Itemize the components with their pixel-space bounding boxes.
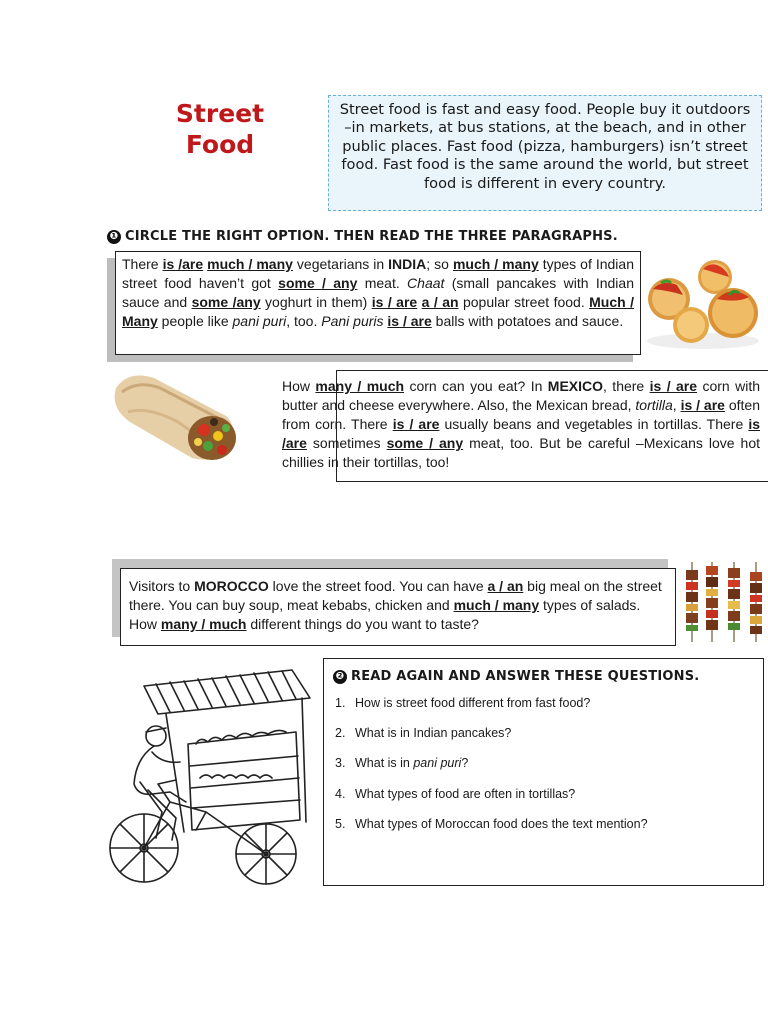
option-much-many[interactable]: much / many (207, 256, 293, 272)
option-some-any[interactable]: some / any (278, 275, 358, 291)
option-many-much[interactable]: many / much (315, 378, 405, 394)
question-item: 2. What is in Indian pancakes? (335, 726, 512, 741)
option-a-an[interactable]: a / an (487, 578, 524, 594)
mexico-paragraph: How many / much corn can you eat? In MEXICO, there is / are corn with butter and cheese everywhere. Also, the Mexican bread, tortilla, is / are often from corn. There is / are usually beans and vegetables in tortillas. There is /are sometimes some / any meat, too. But be careful –Mexicans love hot chillies in their tortillas, too! (282, 378, 760, 470)
option-much-many[interactable]: much / many (452, 256, 539, 272)
option-many-much[interactable]: many / much (160, 616, 247, 632)
page-title: Street Food (175, 99, 265, 159)
option-is-are[interactable]: is /are (282, 416, 760, 451)
option-some-any[interactable]: some / any (386, 435, 464, 451)
india-paragraph: There is /are much / many vegetarians in INDIA; so much / many types of Indian street food haven’t got some / any meat. Chaat (small pancakes with Indian sauce and some /any yoghurt in them) is / are a / an popular street food. Much / Many people like pani puri, too. Pani puris is / are balls with potatoes and sauce. (115, 251, 641, 355)
option-a-an[interactable]: a / an (421, 294, 459, 310)
country-name: MEXICO (547, 378, 604, 394)
question-item: 3. What is in pani puri? (335, 756, 469, 771)
section-2-heading: ❷ READ AGAIN AND ANSWER THESE QUESTIONS. (333, 669, 699, 684)
intro-box: Street food is fast and easy food. People buy it outdoors –in markets, at bus stations, at the beach, and in other public places. Fast food (pizza, hamburgers) isn’t street food. Fast food is the same around the world, but street food is different in every country. (328, 95, 762, 211)
section-1-heading: ❶ CIRCLE THE RIGHT OPTION. THEN READ THE THREE PARAGRAPHS. (107, 229, 618, 244)
option-is-are[interactable]: is / are (680, 397, 725, 413)
option-is-are[interactable]: is /are (162, 256, 204, 272)
question-item: 5. What types of Moroccan food does the text mention? (335, 816, 648, 831)
option-is-are[interactable]: is / are (392, 416, 440, 432)
question-list (335, 696, 648, 847)
section-2-number: ❷ (333, 670, 347, 684)
option-is-are[interactable]: is / are (387, 313, 432, 329)
street-food-cart-sketch (96, 662, 316, 888)
kebab-skewers-photo (682, 560, 768, 644)
option-is-are[interactable]: is / are (371, 294, 418, 310)
section-1-number: ❶ (107, 230, 121, 244)
option-much-many[interactable]: much / many (453, 597, 540, 613)
country-name: INDIA (388, 256, 427, 272)
country-name: MOROCCO (194, 578, 269, 594)
pani-puri-photo (643, 255, 763, 351)
morocco-paragraph: Visitors to MOROCCO love the street food. You can have a / an big meal on the street there. You can buy soup, meat kebabs, chicken and much / many types of salads. How many / much different things do you want to taste? (120, 568, 676, 646)
question-item: 1. How is street food different from fast food? (335, 696, 591, 710)
question-item: 4. What types of food are often in tortillas? (335, 786, 576, 801)
burrito-photo (108, 366, 246, 470)
option-some-any[interactable]: some /any (191, 294, 261, 310)
option-is-are[interactable]: is / are (649, 378, 698, 394)
option-much-many[interactable]: Much / Many (122, 294, 635, 329)
